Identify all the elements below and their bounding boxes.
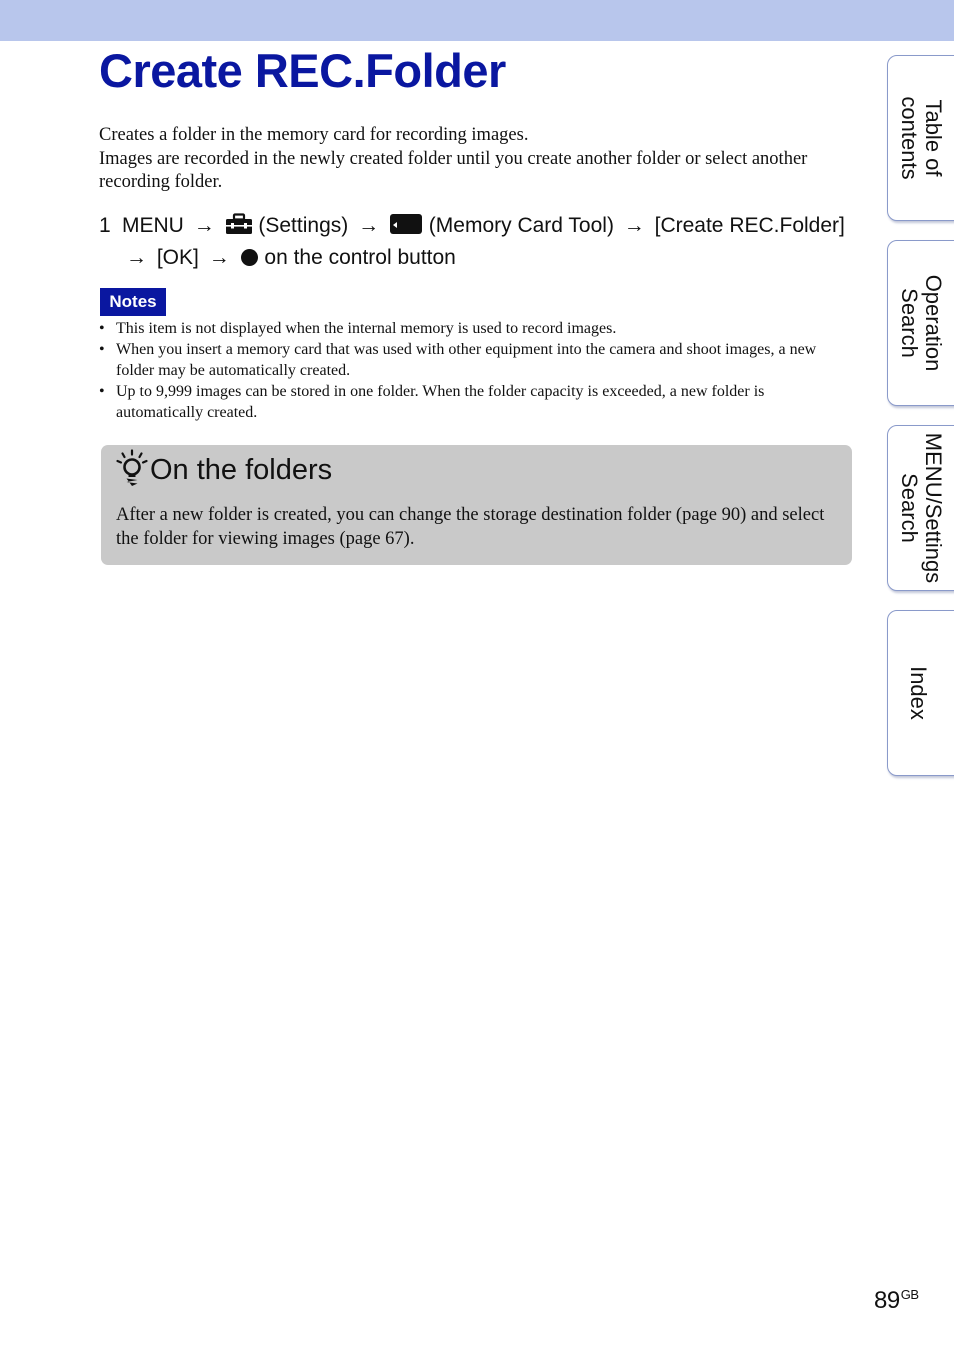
list-item [99, 339, 854, 381]
list-item [99, 318, 854, 339]
tab-table-of-contents[interactable] [887, 55, 954, 221]
notes-badge: Notes [100, 288, 166, 316]
tab-label-line1: Index [906, 666, 931, 720]
tab-label-line2: Search [897, 473, 922, 543]
bullet-icon: • [99, 383, 105, 400]
page-title: Create REC.Folder [99, 44, 506, 97]
memory-card-tool-label: (Memory Card Tool) [428, 214, 614, 237]
settings-toolbox-icon [225, 213, 253, 243]
tab-index[interactable] [887, 610, 954, 776]
hint-box [101, 445, 852, 565]
step-1 [99, 211, 859, 275]
tab-label-line1: Operation [921, 274, 946, 372]
tab-operation-search[interactable] [887, 240, 954, 406]
settings-label: (Settings) [258, 214, 349, 237]
note-text: Up to 9,999 images can be stored in one folder. When the folder capacity is exceeded, a new folder is automatically created. [116, 383, 765, 421]
intro-paragraph-1: Creates a folder in the memory card for recording images. [99, 125, 529, 145]
tab-label-line1: MENU/Settings [921, 432, 946, 584]
arrow-icon: → [358, 214, 380, 237]
page-number [874, 1287, 919, 1315]
page-number-suffix: GB [900, 1287, 919, 1302]
control-button-label: on the control button [264, 246, 456, 269]
page-number-value: 89 [874, 1287, 900, 1314]
bullet-icon: • [99, 341, 105, 358]
arrow-icon: → [193, 214, 215, 237]
step-number: 1 [99, 214, 111, 237]
hint-title: On the folders [150, 454, 333, 486]
control-button-center-icon [240, 246, 259, 275]
tab-label-line2: contents [897, 96, 922, 180]
arrow-icon: → [208, 246, 230, 269]
tab-label-line2: Search [897, 288, 922, 358]
menu-text: MENU [122, 214, 184, 237]
intro-paragraph-2: Images are recorded in the newly created folder until you create another folder or select another recording folder. [99, 148, 808, 192]
bullet-icon: • [99, 320, 105, 337]
intro-text [99, 124, 859, 195]
create-rec-folder-label: [Create REC.Folder] [654, 214, 845, 237]
tab-menu-settings-search[interactable] [887, 425, 954, 591]
top-header-bar [0, 0, 954, 41]
list-item [99, 381, 854, 423]
hint-text: After a new folder is created, you can change the storage destination folder (page 90) and select the folder for viewing images (page 67). [116, 505, 825, 549]
note-text: This item is not displayed when the internal memory is used to record images. [116, 320, 617, 337]
lightbulb-hint-icon [116, 449, 148, 494]
arrow-icon: → [623, 214, 645, 237]
arrow-icon: → [126, 246, 147, 269]
memory-card-tool-icon [389, 213, 423, 243]
step-instructions [122, 211, 859, 275]
note-text: When you insert a memory card that was used with other equipment into the camera and shoot images, a new folder may be automatically created. [116, 341, 817, 379]
notes-list [99, 318, 854, 423]
tab-label-line1: Table of [921, 99, 946, 177]
ok-label: [OK] [156, 246, 199, 269]
